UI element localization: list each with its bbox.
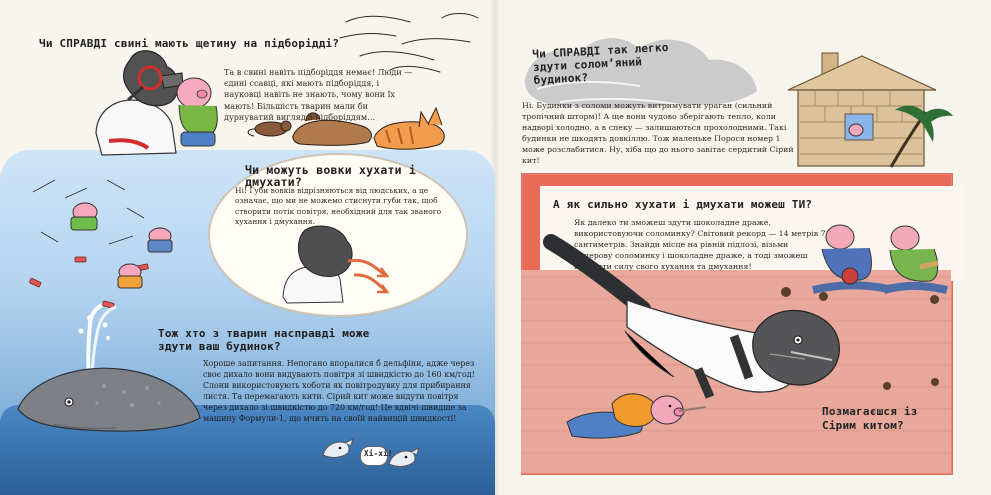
hee-hee-text: Хі-хі!	[364, 449, 393, 458]
wolf-lying-illustration	[543, 224, 853, 404]
candy-icon	[883, 382, 891, 390]
right-paragraph-2: Як далеко ти зможеш здути шоколадне драже, використовуючи соломинку? Світовий рекорд — 14 метрів 7 сантиметрів. Знайди місце на рівній підлозі, візьми паперову соломинку і шоколадне драже, а тоді зможеш виміряти силу свого хухання та дмухання!	[574, 218, 826, 271]
left-question-2: Тож хто з тварин насправді може здути ваш будинок?	[158, 327, 370, 353]
dolphin-icon	[318, 435, 356, 463]
challenge-caption: Позмагаєшся із Сірим китом?	[822, 405, 918, 432]
candy-icon	[819, 292, 828, 301]
palm-tree-icon	[875, 102, 955, 172]
whale-icon	[8, 345, 204, 445]
candy-icon	[781, 287, 791, 297]
left-paragraph-2: Хороше запитання. Непогано впоралися б дельфіни, адже через своє дихало вони видувають повітря зі швидкістю до 160 км/год! Слони використовують хоботи як повітродувку для прибирання листя. Та перемагають кити. Сірий кит може видути повітря через дихало зі швидкістю до 720 км/год! Це вдвічі швидше за машину Формули-1, що мчить на своїй найвищій швидкості!	[203, 359, 475, 423]
right-paragraph-1: Ні. Будинки з соломи можуть витримувати ураган (сильний тропічний шторм)! А ще вони чудово зберігають тепло, коли надворі холодно, а в спеку — залишаються прохолодними. Такі будинки не шкодять довкіллю. Тож маленьке Порося номер 1 може розслабитися. Ну, хіба що до нього завітає сердитий Сірий кит!	[522, 101, 794, 165]
pig-with-straw-illustration	[560, 384, 708, 454]
right-question-2: А як сильно хухати і дмухати можеш ТИ?	[553, 198, 813, 211]
wolves-bubble-title: Чи можуть вовки хухати і дмухати?	[245, 163, 416, 189]
pig-illustration	[160, 70, 230, 155]
wolves-bubble-text: Ні! Губи вовків відрізняються від людських, а це означає, що ми не можемо стиснути губи так, щоб створити потік повітря, необхідний для так званого хухання і дмухання.	[235, 186, 442, 226]
right-title: Чи СПРАВДІ так легко здути солом’яний будинок?	[532, 40, 669, 87]
blowing-wolf-illustration	[263, 218, 413, 306]
left-paragraph-1: Та в свині навіть підборіддя немає! Люди — єдині ссавці, які мають підборіддя, і науковці навіть не знають, чому вони їх мають! Більшість тварин мали би дурнуватий вигляд з підборіддям…	[224, 67, 413, 122]
left-title: Чи СПРАВДІ свині мають щетину на підборідді?	[39, 37, 340, 50]
candy-icon	[931, 378, 939, 386]
candy-icon	[930, 295, 939, 304]
